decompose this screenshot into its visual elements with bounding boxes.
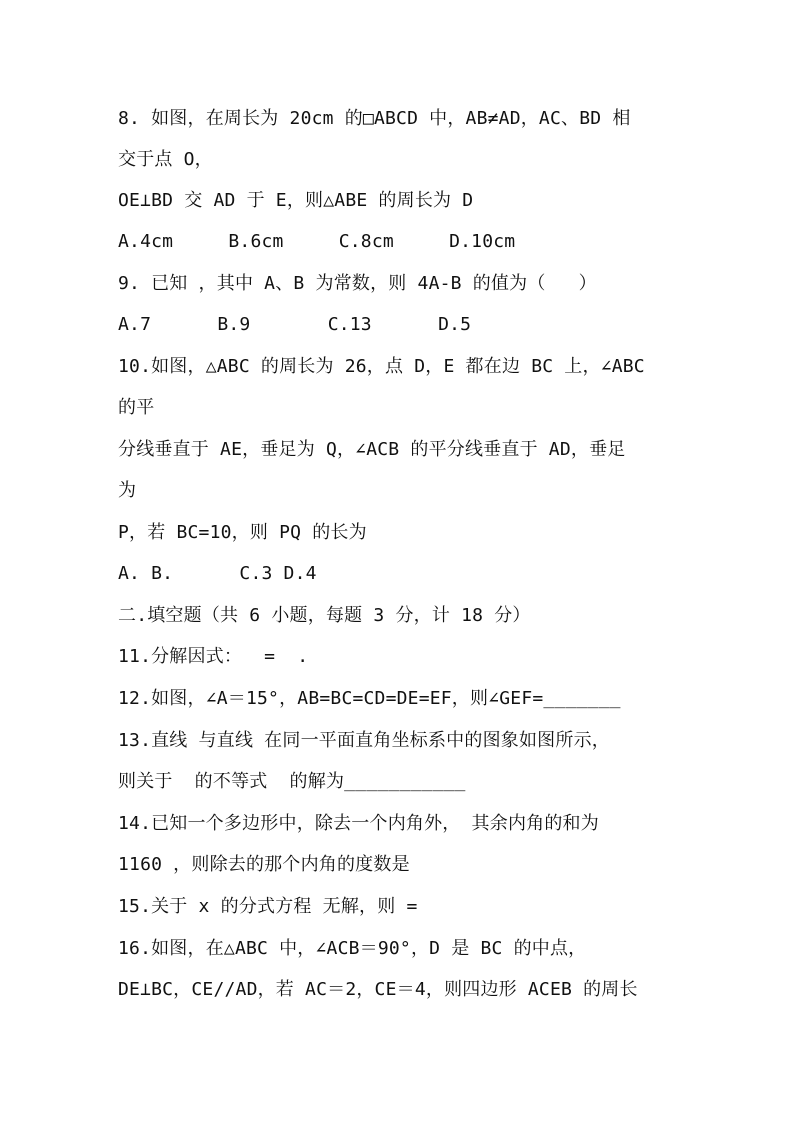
q8-line-3: OE⊥BD 交 AD 于 E，则△ABE 的周长为 D [118,190,474,211]
q8-options: A.4cm B.6cm C.8cm D.10cm [118,231,516,252]
q8-line-1: 8. 如图，在周长为 20cm 的□ABCD 中，AB≠AD，AC、BD 相 [118,108,631,129]
q16-line-1: 16.如图，在△ABC 中，∠ACB＝90°，D 是 BC 的中点， [118,938,587,959]
q10-line-2: 的平 [118,397,155,418]
q16-line-2: DE⊥BC，CE//AD，若 AC＝2，CE＝4，则四边形 ACEB 的周长 [118,979,638,1000]
q11-stem: 11.分解因式： = . [118,646,309,667]
q10-options: A. B. C.3 D.4 [118,563,317,584]
q10-line-4: 为 [118,480,137,501]
q9-options: A.7 B.9 C.13 D.5 [118,314,472,335]
q13-line-2: 则关于 的不等式 的解为___________ [118,771,466,792]
q14-line-1: 14.已知一个多边形中，除去一个内角外， 其余内角的和为 [118,813,599,834]
q10-line-1: 10.如图，△ABC 的周长为 26，点 D，E 都在边 BC 上，∠ABC [118,356,645,377]
q14-line-2: 1160 ，则除去的那个内角的度数是 [118,854,410,875]
section-heading-fill-in: 二.填空题（共 6 小题，每题 3 分，计 18 分） [118,605,531,626]
q8-line-2: 交于点 O， [118,149,213,170]
q9-stem: 9. 已知 ，其中 A、B 为常数，则 4A-B 的值为（ ） [118,273,597,294]
q12-stem: 12.如图，∠A＝15°，AB=BC=CD=DE=EF，则∠GEF=_______ [118,688,621,709]
q10-line-3: 分线垂直于 AE，垂足为 Q，∠ACB 的平分线垂直于 AD，垂足 [118,439,626,460]
q13-line-1: 13.直线 与直线 在同一平面直角坐标系中的图象如图所示， [118,730,610,751]
q15-stem: 15.关于 x 的分式方程 无解，则 = [118,896,418,917]
q10-line-5: P，若 BC=10，则 PQ 的长为 [118,522,367,543]
